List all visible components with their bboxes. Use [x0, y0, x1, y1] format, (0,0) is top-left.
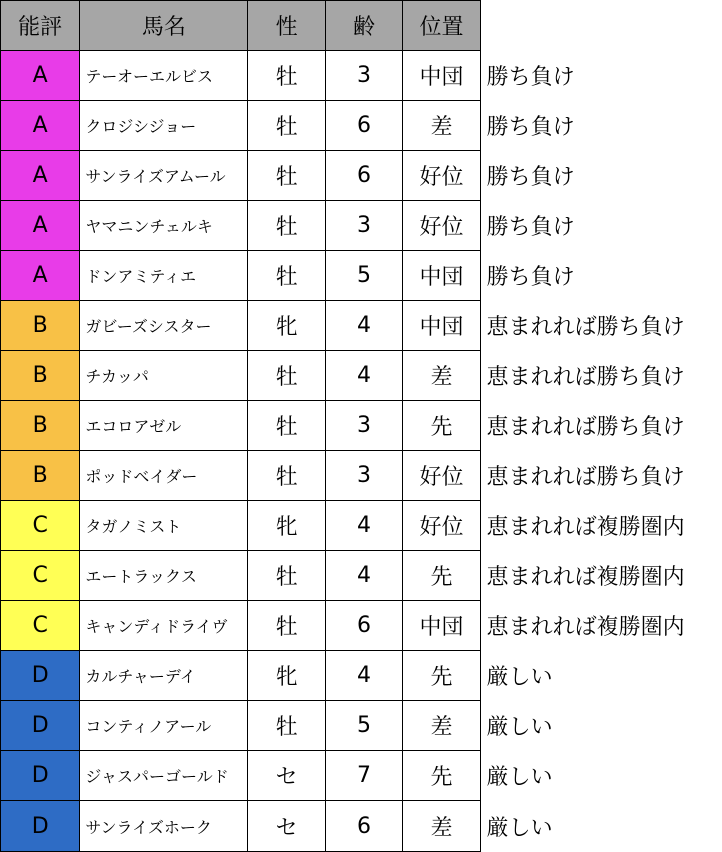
position-cell: 好位 [403, 501, 480, 551]
note-cell: 恵まれれば複勝圏内 [486, 565, 685, 590]
note-cell: 恵まれれば勝ち負け [486, 465, 685, 490]
table-row [1, 451, 722, 501]
table-row [1, 401, 722, 451]
sex-cell: 牡 [248, 551, 325, 601]
horse-name-cell: キャンディドライヴ [80, 601, 248, 651]
header-sex: 性 [248, 1, 325, 51]
header-name: 馬名 [80, 1, 248, 51]
position-cell: 先 [403, 551, 480, 601]
horse-name-cell: タガノミスト [80, 501, 248, 551]
table-row [1, 701, 722, 751]
sex-cell: 牝 [248, 301, 325, 351]
note-cell: 厳しい [486, 815, 553, 841]
rank-cell: B [1, 351, 80, 401]
table-row [1, 751, 722, 801]
rank-cell: B [1, 301, 80, 351]
position-cell: 差 [403, 351, 480, 401]
sex-cell: セ [248, 801, 325, 852]
rank-cell: A [1, 101, 80, 151]
sex-cell: 牡 [248, 251, 325, 301]
age-cell: 5 [325, 701, 402, 751]
rank-cell: D [1, 651, 80, 701]
horse-name-cell: ジャスパーゴールド [80, 751, 248, 801]
age-cell: 4 [325, 501, 402, 551]
position-cell: 先 [403, 751, 480, 801]
note-cell: 勝ち負け [486, 215, 575, 240]
table-row [1, 101, 722, 151]
sex-cell: 牡 [248, 201, 325, 251]
position-cell: 好位 [403, 151, 480, 201]
position-cell: 先 [403, 651, 480, 701]
age-cell: 5 [325, 251, 402, 301]
note-cell: 厳しい [486, 765, 553, 790]
horse-name-cell: ガビーズシスター [80, 301, 248, 351]
position-cell: 差 [403, 701, 480, 751]
position-cell: 差 [403, 801, 480, 852]
age-cell: 7 [325, 751, 402, 801]
horse-name-cell: サンライズアムール [80, 151, 248, 201]
sex-cell: 牡 [248, 701, 325, 751]
rank-cell: C [1, 551, 80, 601]
age-cell: 6 [325, 101, 402, 151]
note-cell: 恵まれれば勝ち負け [486, 365, 685, 390]
sex-cell: 牡 [248, 351, 325, 401]
age-cell: 6 [325, 151, 402, 201]
rank-cell: D [1, 751, 80, 801]
age-cell: 3 [325, 401, 402, 451]
horse-name-cell: テーオーエルビス [80, 51, 248, 101]
horse-name-cell: コンティノアール [80, 701, 248, 751]
header-note-blank [480, 1, 721, 51]
age-cell: 3 [325, 51, 402, 101]
position-cell: 中団 [403, 51, 480, 101]
position-cell: 好位 [403, 201, 480, 251]
rank-cell: A [1, 51, 80, 101]
note-cell: 恵まれれば複勝圏内 [486, 615, 685, 640]
note-cell: 恵まれれば複勝圏内 [486, 515, 685, 540]
horse-name-cell: クロジシジョー [80, 101, 248, 151]
horse-name-cell: カルチャーデイ [80, 651, 248, 701]
position-cell: 好位 [403, 451, 480, 501]
rank-cell: B [1, 451, 80, 501]
sex-cell: 牡 [248, 151, 325, 201]
sex-cell: 牡 [248, 101, 325, 151]
note-cell: 勝ち負け [486, 65, 575, 90]
rank-cell: C [1, 601, 80, 651]
age-cell: 4 [325, 551, 402, 601]
note-cell: 厳しい [486, 715, 553, 740]
rank-cell: D [1, 701, 80, 751]
age-cell: 6 [325, 801, 402, 852]
table-row [1, 551, 722, 601]
header-row [1, 1, 722, 51]
rank-cell: D [1, 801, 80, 852]
table-row [1, 651, 722, 701]
sex-cell: 牡 [248, 451, 325, 501]
rank-cell: B [1, 401, 80, 451]
table-row [1, 351, 722, 401]
rank-cell: C [1, 501, 80, 551]
rank-cell: A [1, 201, 80, 251]
age-cell: 3 [325, 451, 402, 501]
sex-cell: セ [248, 751, 325, 801]
position-cell: 先 [403, 401, 480, 451]
horse-name-cell: ポッドベイダー [80, 451, 248, 501]
sex-cell: 牡 [248, 601, 325, 651]
horse-name-cell: チカッパ [80, 351, 248, 401]
header-position: 位置 [403, 1, 480, 51]
position-cell: 中団 [403, 601, 480, 651]
table-row [1, 801, 722, 852]
note-cell: 勝ち負け [486, 115, 575, 140]
sex-cell: 牡 [248, 51, 325, 101]
table-row [1, 251, 722, 301]
sex-cell: 牝 [248, 651, 325, 701]
table-row [1, 51, 722, 101]
position-cell: 中団 [403, 301, 480, 351]
age-cell: 4 [325, 301, 402, 351]
table-row [1, 301, 722, 351]
horse-name-cell: エコロアゼル [80, 401, 248, 451]
rank-cell: A [1, 251, 80, 301]
note-cell: 恵まれれば勝ち負け [486, 415, 685, 440]
note-cell: 勝ち負け [486, 165, 575, 190]
position-cell: 差 [403, 101, 480, 151]
table-row [1, 501, 722, 551]
note-cell: 勝ち負け [486, 265, 575, 290]
age-cell: 3 [325, 201, 402, 251]
table-body [1, 51, 722, 852]
age-cell: 6 [325, 601, 402, 651]
note-cell: 恵まれれば勝ち負け [486, 315, 685, 340]
horse-name-cell: ドンアミティエ [80, 251, 248, 301]
sex-cell: 牝 [248, 501, 325, 551]
age-cell: 4 [325, 351, 402, 401]
position-cell: 中団 [403, 251, 480, 301]
header-age: 齢 [325, 1, 402, 51]
table-row [1, 601, 722, 651]
age-cell: 4 [325, 651, 402, 701]
header-rank: 能評 [1, 1, 80, 51]
table-row [1, 151, 722, 201]
horse-name-cell: ヤマニンチェルキ [80, 201, 248, 251]
horse-name-cell: サンライズホーク [80, 801, 248, 852]
rank-cell: A [1, 151, 80, 201]
horse-name-cell: エートラックス [80, 551, 248, 601]
note-cell: 厳しい [486, 665, 553, 690]
table-row [1, 201, 722, 251]
sex-cell: 牡 [248, 401, 325, 451]
